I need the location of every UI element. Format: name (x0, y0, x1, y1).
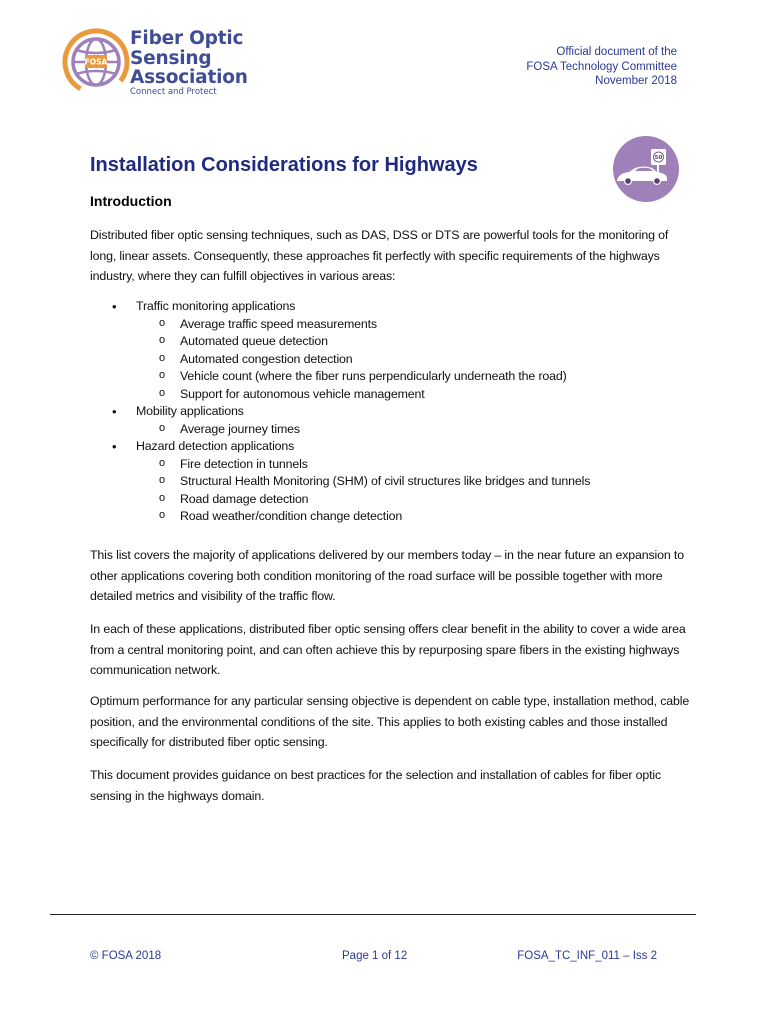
sub-list (136, 456, 590, 526)
list-item (90, 403, 590, 438)
body-paragraph: Optimum performance for any particular sensing objective is dependent on cable type, installation method, cable position, and the environmental conditions of the site. This applies to both existing cables and those installed specifically for distributed fiber optic sensing. (90, 694, 690, 750)
sub-list-item: o Support for autonomous vehicle management (136, 386, 590, 404)
applications-list (90, 298, 590, 526)
logo-badge-text: FOSA (84, 57, 108, 67)
meta-line: November 2018 (595, 75, 677, 87)
page-number: Page 1 of 12 (342, 950, 408, 962)
sub-list-item: o Automated congestion detection (136, 351, 590, 369)
body-paragraph: This document provides guidance on best practices for the selection and installation of cables for fiber optic sensing in the highways domain. (90, 768, 662, 803)
list-item (90, 298, 590, 403)
speed-sign-text: 50 (654, 155, 663, 162)
intro-paragraph: Distributed fiber optic sensing techniques, such as DAS, DSS or DTS are powerful tools for the monitoring of long, linear assets. Consequently, these approaches fit perfectly with specific requirements of the highways industry, where they can fulfill objectives in various areas: (90, 228, 669, 284)
logo-line-3: Association (130, 67, 248, 88)
section-heading: Introduction (90, 193, 172, 209)
document-meta (526, 45, 677, 89)
footer-copyright: © FOSA 2018 (90, 950, 162, 962)
logo-line-2: Sensing (130, 47, 212, 69)
list-item-label: Traffic monitoring applications (136, 299, 296, 313)
sub-list-item: o Average traffic speed measurements (136, 316, 590, 334)
logo-line-1: Fiber Optic (130, 28, 244, 49)
document-title: Installation Considerations for Highways (90, 154, 478, 176)
list-item (90, 438, 590, 526)
meta-line: FOSA Technology Committee (526, 60, 677, 73)
sub-list-item: o Fire detection in tunnels (136, 456, 590, 474)
highway-car-icon (613, 136, 679, 202)
list-item-label: Hazard detection applications (136, 439, 295, 453)
footer-divider (50, 914, 696, 915)
meta-line: Official document of the (556, 46, 677, 58)
body-paragraph: In each of these applications, distributed fiber optic sensing offers clear benefit in the ability to cover a wide area from a central monitoring point, and can often achieve this by repurposing spare fibers in the existing highways communication network. (90, 622, 686, 678)
sub-list-item: o Vehicle count (where the fiber runs perpendicularly underneath the road) (136, 368, 590, 386)
sub-list-item: o Automated queue detection (136, 333, 590, 351)
logo-tagline: Connect and Protect (130, 87, 217, 97)
sub-list (136, 316, 590, 404)
document-id: FOSA_TC_INF_011 – Iss 2 (517, 950, 657, 962)
sub-list-item: o Road damage detection (136, 491, 590, 509)
sub-list-item: o Road weather/condition change detection (136, 508, 590, 526)
sub-list-item: o Average journey times (136, 421, 590, 439)
sub-list-item: o Structural Health Monitoring (SHM) of civil structures like bridges and tunnels (136, 473, 590, 491)
list-item-label: Mobility applications (136, 404, 244, 418)
body-paragraph: This list covers the majority of applications delivered by our members today – in the near future an expansion to other applications covering both condition monitoring of the road surface will be possible together with more detailed metrics and visibility of the traffic flow. (90, 548, 684, 604)
logo-wordmark (130, 30, 248, 89)
sub-list (136, 421, 590, 439)
